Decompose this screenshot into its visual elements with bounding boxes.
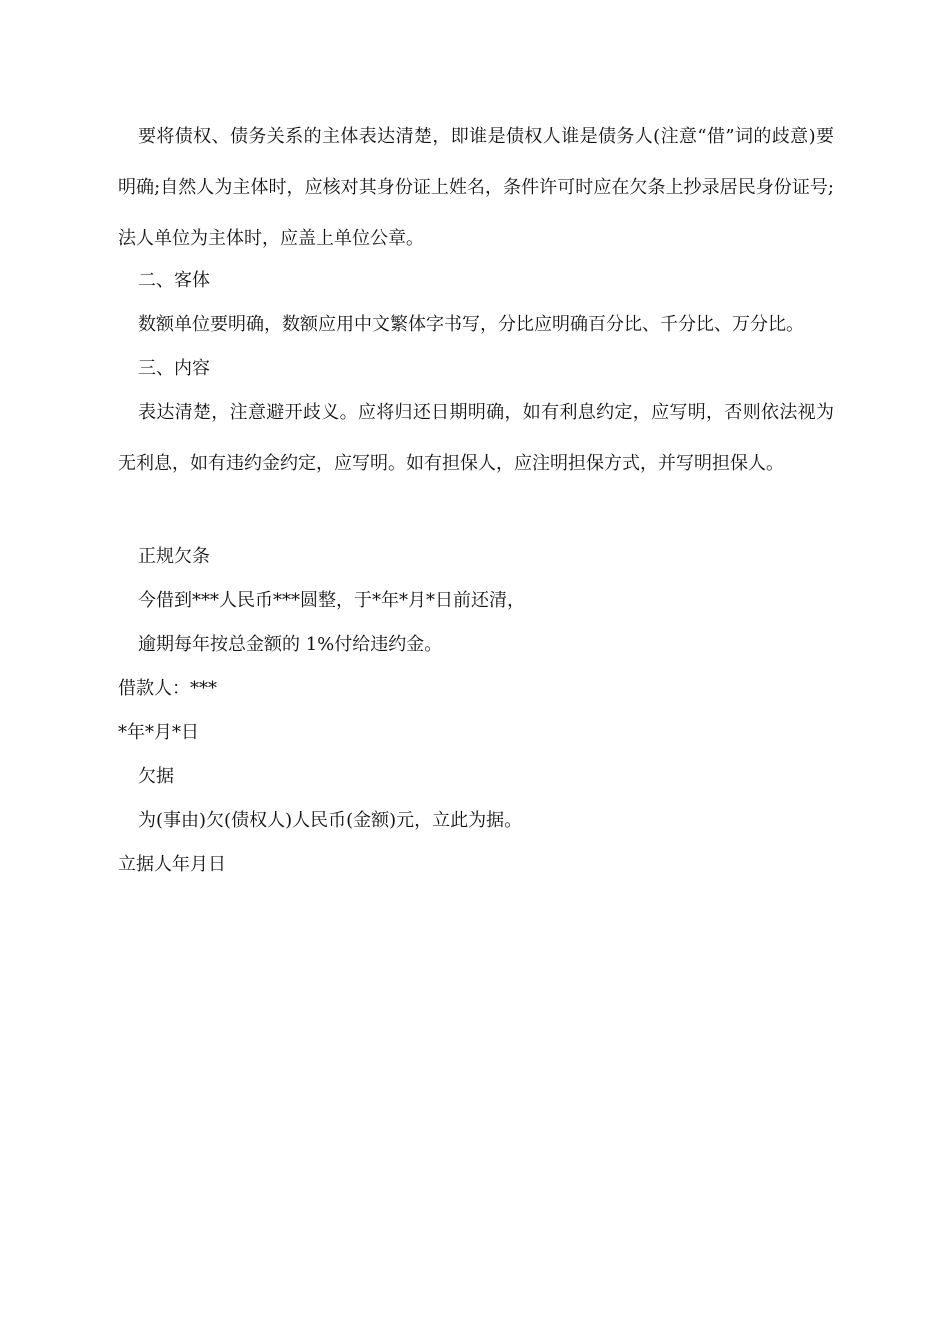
date-line: *年*月*日 [118,722,199,743]
paragraph-object: 数额单位要明确，数额应用中文繁体字书写，分比应明确百分比、千分比、万分比。 [138,314,804,335]
iou-body-line-2: 逾期每年按总金额的 1%付给违约金。 [138,634,443,655]
heading-content: 三、内容 [138,358,210,379]
iou-body-line-1: 今借到***人民币***圆整，于*年*月*日前还清， [138,590,525,611]
signer-date-line: 立据人年月日 [118,854,226,875]
debt-receipt-body: 为(事由)欠(债权人)人民币(金额)元，立此为据。 [138,810,523,831]
heading-formal-iou: 正规欠条 [138,546,210,567]
heading-debt-receipt: 欠据 [138,766,174,787]
paragraph-content: 表达清楚，注意避开歧义。应将归还日期明确，如有利息约定，应写明，否则依法视为无利息，如有违约金约定，应写明。如有担保人，应注明担保方式，并写明担保人。 [118,402,834,474]
paragraph-subject-intro: 要将债权、债务关系的主体表达清楚，即谁是债权人谁是债务人(注意“借”词的歧意)要明确;自然人为主体时，应核对其身份证上姓名，条件许可时应在欠条上抄录居民身份证号;法人单位为主体时，应盖上单位公章。 [118,126,834,249]
heading-object: 二、客体 [138,270,210,291]
borrower-line: 借款人：*** [118,678,217,699]
